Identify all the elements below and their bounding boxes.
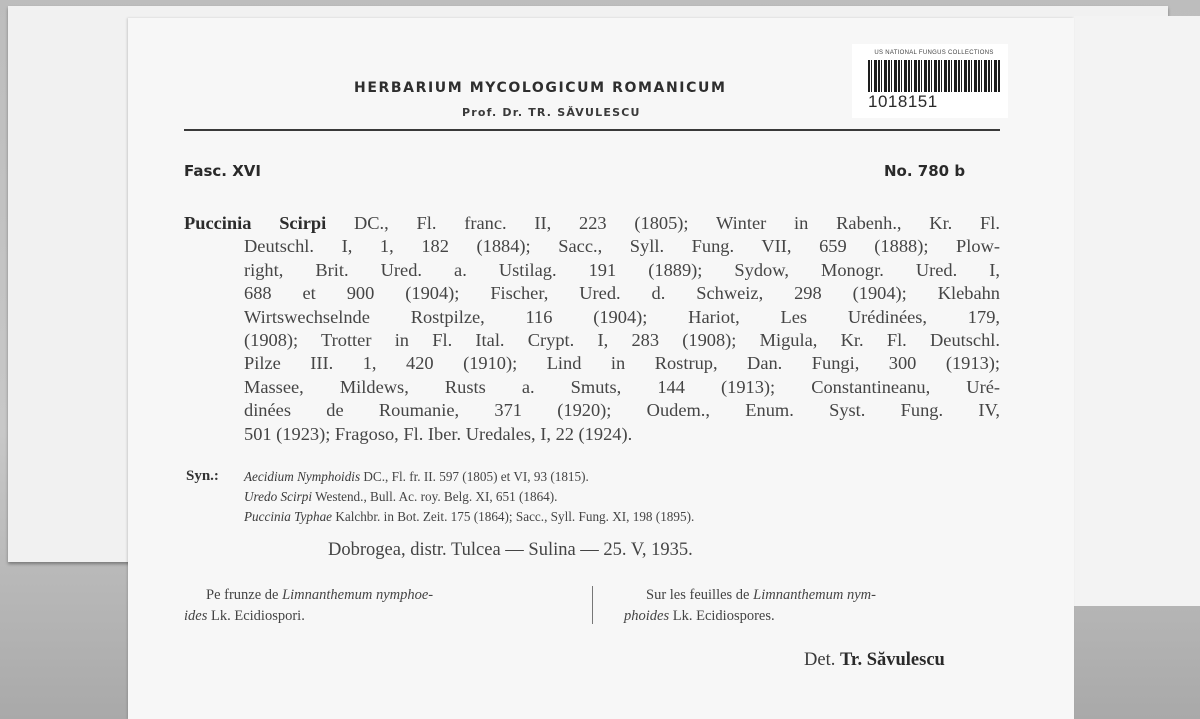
citation-line: right, Brit. Ured. a. Ustilag. 191 (1889); Sydow, Monogr. Ured. I, [244, 259, 1000, 280]
synonym-item: Aecidium Nymphoidis DC., Fl. fr. II. 597 (1805) et VI, 93 (1815). [244, 469, 589, 484]
species-name: Puccinia Scirpi [184, 213, 327, 233]
citation-line: Deutschl. I, 1, 182 (1884); Sacc., Syll. Fung. VII, 659 (1888); Plow- [244, 236, 1000, 257]
species-citation [184, 212, 1000, 446]
citation-line: 688 et 900 (1904); Fischer, Ured. d. Schweiz, 298 (1904); Klebahn [244, 283, 1000, 304]
synonym-item: Uredo Scirpi Westend., Bull. Ac. roy. Belg. XI, 651 (1864). [244, 489, 558, 504]
specimen-number: No. 780 b [884, 162, 966, 180]
synonyms-label: Syn.: [186, 468, 219, 484]
citation-line: Massee, Mildews, Rusts a. Smuts, 144 (1913); Constantineanu, Uré- [244, 376, 1000, 397]
determiner: Det. Tr. Săvulescu [804, 650, 945, 670]
citation-line-1: Puccinia Scirpi DC., Fl. franc. II, 223 (1805); Winter in Rabenh., Kr. Fl. [184, 213, 1000, 233]
citation-line: 501 (1923); Fragoso, Fl. Iber. Uredales, I, 22 (1924). [244, 423, 633, 444]
fascicle-number: Fasc. XVI [184, 162, 261, 180]
barcode-institution: US NATIONAL FUNGUS COLLECTIONS [874, 50, 994, 56]
citation-line: (1908); Trotter in Fl. Ital. Crypt. I, 283 (1908); Migula, Kr. Fl. Deutschl. [244, 330, 1000, 351]
barcode-number: 1018151 [868, 92, 938, 111]
collection-locality: Dobrogea, distr. Tulcea — Sulina — 25. V, 1935. [328, 540, 693, 560]
host-romanian: Pe frunze de Limnanthemum nymphoe- ides Lk. Ecidiospori. [184, 587, 434, 624]
barcode-icon [868, 60, 1000, 92]
packet-edge [1074, 16, 1200, 606]
header-divider [184, 129, 1000, 131]
synonyms-list [244, 467, 1014, 527]
citation-line: Pilze III. 1, 420 (1910); Lind in Rostrup, Dan. Fungi, 300 (1913); [244, 353, 1000, 374]
label-subtitle: Prof. Dr. TR. SĂVULESCU [462, 106, 641, 119]
host-french: Sur les feuilles de Limnanthemum nym- phoides Lk. Ecidiospores. [624, 587, 876, 624]
citation-line: dinées de Roumanie, 371 (1920); Oudem., Enum. Syst. Fung. IV, [244, 400, 1000, 421]
citation-line: Wirtswechselnde Rostpilze, 116 (1904); Hariot, Les Urédinées, 179, [244, 306, 1000, 327]
synonym-item: Puccinia Typhae Kalchbr. in Bot. Zeit. 175 (1864); Sacc., Syll. Fung. XI, 198 (1895). [244, 509, 695, 524]
host-divider [592, 586, 593, 624]
label-title: HERBARIUM MYCOLOGICUM ROMANICUM [354, 80, 727, 96]
